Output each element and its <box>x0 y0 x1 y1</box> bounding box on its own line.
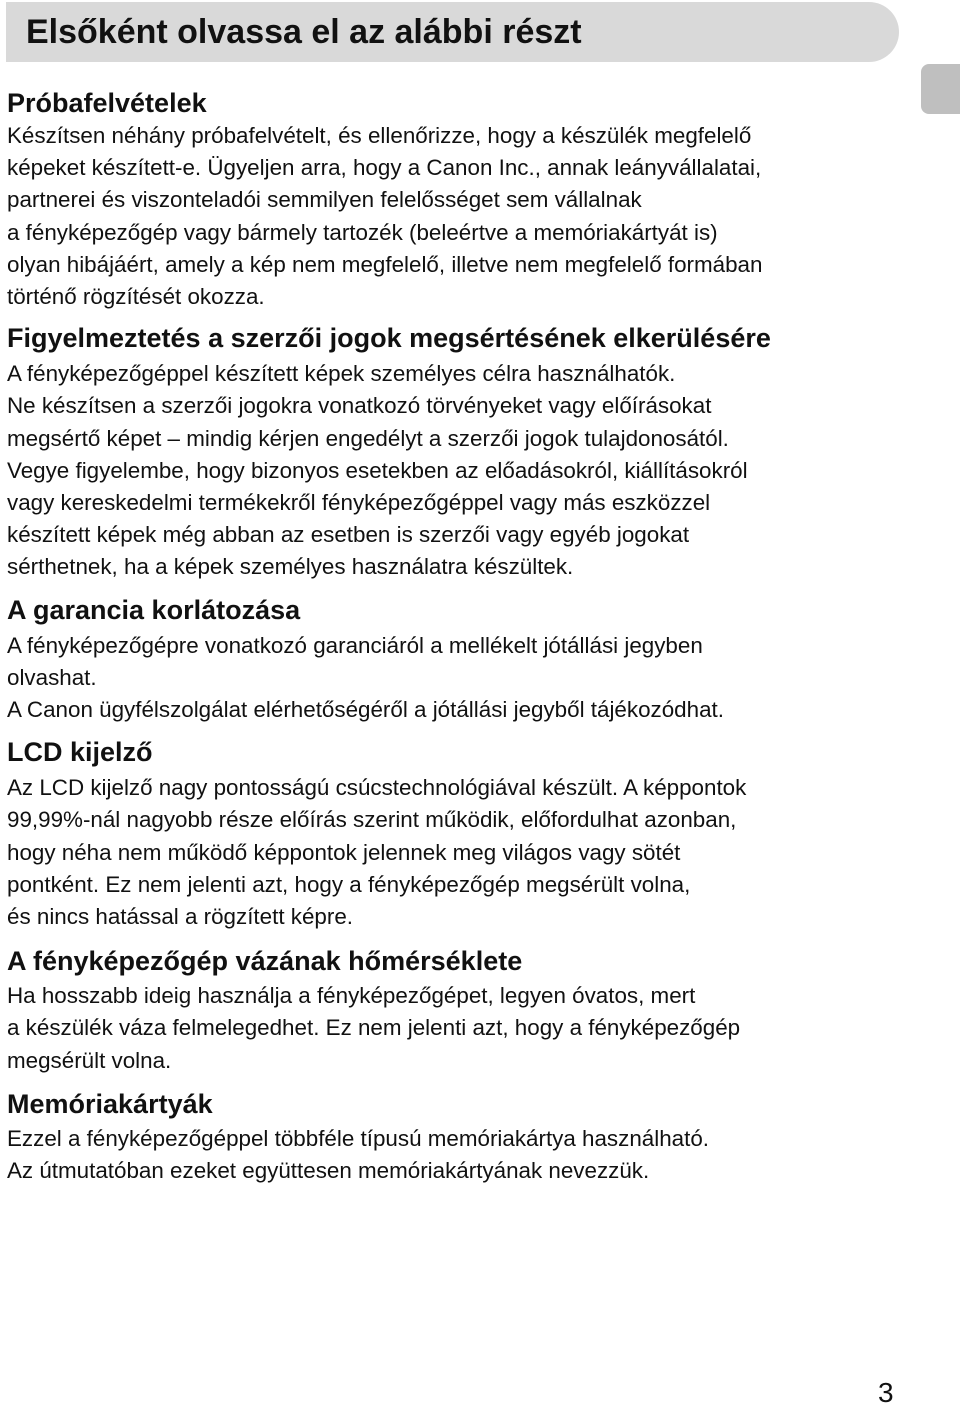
section-paragraph <box>7 980 907 1077</box>
text-line: a fényképezőgép vagy bármely tartozék (beleértve a memóriakártyát is) <box>7 219 718 245</box>
section-heading: Próbafelvételek <box>7 88 207 118</box>
text-line: Készítsen néhány próbafelvételt, és ellenőrizze, hogy a készülék megfelelő <box>7 123 752 148</box>
text-line: 99,99%-nál nagyobb része előírás szerint működik, előfordulhat azonban, <box>7 807 737 833</box>
page-title: Elsőként olvassa el az alábbi részt <box>26 13 582 51</box>
section-copyright-warning <box>7 322 907 583</box>
section-heading: Figyelmeztetés a szerzői jogok megsértésének elkerülésére <box>7 323 771 354</box>
section-paragraph <box>7 1123 907 1187</box>
text-line: olyan hibájáért, amely a kép nem megfelelő, illetve nem megfelelő formában <box>7 251 763 277</box>
text-line: Az LCD kijelző nagy pontosságú csúcstechnológiával készült. A képpontok <box>7 775 747 801</box>
section-heading: A fényképezőgép vázának hőmérséklete <box>7 946 523 977</box>
section-heading: LCD kijelző <box>7 737 153 768</box>
text-line: hogy néha nem működő képpontok jelennek meg világos vagy sötét <box>7 839 681 865</box>
text-line: vagy kereskedelmi termékekről fényképezőgéppel vagy más eszközzel <box>7 490 711 516</box>
section-paragraph <box>7 358 907 583</box>
text-line: Ezzel a fényképezőgéppel többféle típusú memóriakártya használható. <box>7 1125 710 1151</box>
text-line: a készülék váza felmelegedhet. Ez nem jelenti azt, hogy a fényképezőgép <box>7 1015 741 1041</box>
text-line: A fényképezőgéppel készített képek személyes célra használhatók. <box>7 361 676 387</box>
text-line: Az útmutatóban ezeket együttesen memóriakártyának nevezzük. <box>7 1158 650 1184</box>
page-number: 3 <box>878 1377 894 1408</box>
text-line: pontként. Ez nem jelenti azt, hogy a fényképezőgép megsérült volna, <box>7 871 691 897</box>
text-line: A fényképezőgépre vonatkozó garanciáról a mellékelt jótállási jegyben <box>7 632 703 658</box>
section-paragraph <box>7 630 907 727</box>
section-heading: Memóriakártyák <box>7 1088 213 1119</box>
text-line: és nincs hatással a rögzített képre. <box>7 904 353 930</box>
chapter-tab-marker <box>921 64 960 114</box>
text-line: történő rögzítését okozza. <box>7 284 265 310</box>
section-heading: A garancia korlátozása <box>7 594 301 625</box>
text-line: megsértő képet – mindig kérjen engedélyt a szerzői jogok tulajdonosától. <box>7 425 729 451</box>
text-line: Vegye figyelembe, hogy bizonyos esetekben az előadásokról, kiállításokról <box>7 457 748 483</box>
section-lcd-monitor <box>7 736 907 933</box>
text-line: megsérült volna. <box>7 1047 172 1073</box>
section-paragraph <box>7 772 907 933</box>
text-line: partnerei és viszonteladói semmilyen felelősséget sem vállalnak <box>7 187 642 213</box>
section-memory-cards <box>7 1088 907 1187</box>
text-line: Ne készítsen a szerzői jogokra vonatkozó törvényeket vagy előírásokat <box>7 393 712 419</box>
section-paragraph <box>7 120 907 313</box>
section-test-shots <box>7 87 907 313</box>
text-line: képeket készített-e. Ügyeljen arra, hogy a Canon Inc., annak leányvállalatai, <box>7 155 762 181</box>
section-camera-body-temperature <box>7 945 907 1077</box>
text-line: Ha hosszabb ideig használja a fényképezőgépet, legyen óvatos, mert <box>7 983 696 1009</box>
text-line: olvashat. <box>7 664 97 690</box>
section-warranty-limitation <box>7 594 907 727</box>
text-line: A Canon ügyfélszolgálat elérhetőségéről a jótállási jegyből tájékozódhat. <box>7 697 724 723</box>
text-line: készített képek még abban az esetben is szerzői vagy egyéb jogokat <box>7 522 690 548</box>
page-content <box>7 87 907 1187</box>
text-line: sérthetnek, ha a képek személyes használatra készültek. <box>7 554 574 580</box>
